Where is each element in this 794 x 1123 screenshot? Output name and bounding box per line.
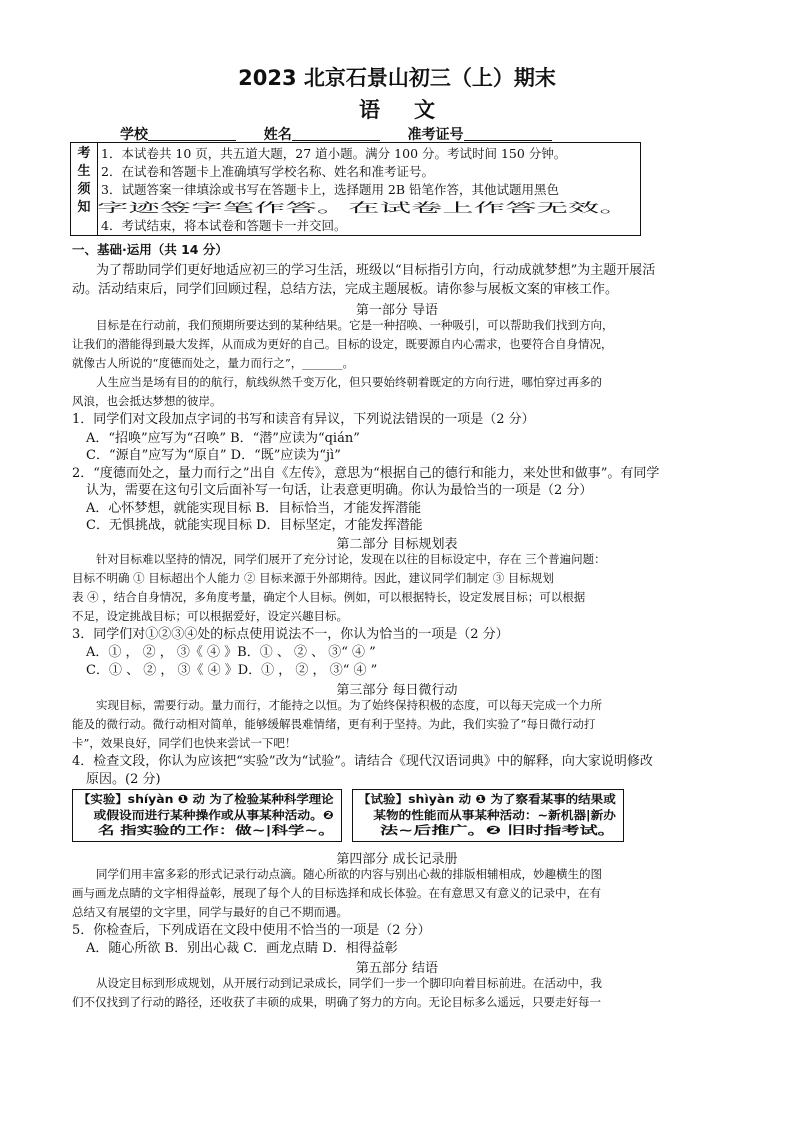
notice-item: 4．考试结束，将本试卷和答题卡一并交回。	[101, 218, 347, 233]
dictionary-entry-shiyan-experiment	[72, 789, 342, 842]
intro-line: 为了帮助同学们更好地适应初三的学习生活，班级以“目标指引方向，行动成就梦想”为主题开展活	[96, 263, 656, 278]
exam-title: 2023 北京石景山初三（上）期末	[238, 66, 556, 90]
question-4-stem: 原因。(2 分)	[86, 772, 161, 787]
dictionary-line: 某物的性能而从事某种活动：~新机器|新办	[373, 807, 616, 822]
school-label: 学校	[120, 127, 148, 143]
question-2-option-row[interactable]: A．心怀梦想，就能实现目标 B．目标恰当，才能发挥潜能	[86, 501, 422, 516]
question-4-stem: 4．检查文段，你认为应该把“实验”改为“试验”。请结合《现代汉语词典》中的解释，向大家说明修改	[72, 754, 653, 769]
passage-line: 总结又有展望的文字里，同学与最好的自己不期而遇。	[72, 905, 348, 919]
passage-line: 目标不明确 ① 目标超出个人能力 ② 目标来源于外部期待。因此，建议同学们制定 ③ 目标规划	[72, 571, 554, 585]
notice-side-char: 生	[77, 164, 91, 179]
question-1-option-row[interactable]: C．“源自”应写为“原自” D．“既”应读为“jì”	[86, 448, 341, 463]
notice-side-char: 知	[77, 200, 91, 215]
passage-line: 们不仅找到了行动的路径，还收获了丰硕的成果，明确了努力的方向。无论目标多么遥远，只要走好每一	[72, 995, 601, 1009]
part1-heading: 第一部分 导语	[355, 303, 439, 318]
passage-line: 不足，设定挑战目标；可以根据爱好，设定兴趣目标。	[72, 609, 348, 623]
section-heading: 一、基础·运用（共 14 分）	[72, 242, 228, 257]
part4-heading: 第四部分 成长记录册	[336, 852, 458, 867]
part3-heading: 第三部分 每日微行动	[336, 683, 458, 698]
passage-line: 卡”，效果良好，同学们也快来尝试一下吧！	[72, 736, 297, 750]
part5-heading: 第五部分 结语	[355, 961, 439, 976]
passage-line: 能及的微行动。微行动相对简单，能够缓解畏难情绪，更有利于坚持。为此，我们实验了“每日微行动打	[72, 717, 596, 731]
passage-line: 画与画龙点睛的文字相得益彰，展现了每个人的目标选择和成长体验。在有意思又有意义的记录中，在有	[72, 886, 601, 900]
school-blank[interactable]	[148, 126, 236, 141]
dictionary-line: 法~后推广。❷ 旧时指考试。	[380, 823, 616, 837]
question-2-stem: 2．“度德而处之，量力而行之”出自《左传》，意思为“根据自己的德行和能力，来处世和做事”。有同学	[72, 466, 660, 481]
notice-item: 3．试题答案一律填涂或书写在答题卡上，选择题用 2B 铅笔作答，其他试题用黑色	[101, 182, 560, 197]
exam-notice-box	[70, 142, 641, 236]
question-1-option-row[interactable]: A．“招唤”应写为“召唤” B．“潜”应读为“qián”	[86, 431, 360, 446]
question-5-stem: 5．你检查后，下列成语在文段中使用不恰当的一项是（2 分）	[72, 923, 431, 938]
name-blank[interactable]	[292, 126, 380, 141]
name-label: 姓名	[263, 127, 292, 143]
dictionary-entry-shiyan-trial	[352, 789, 624, 842]
notice-item: 字迹签字笔作答。在试卷上作答无效。	[97, 200, 631, 215]
question-3-option-row[interactable]: C．① 、 ② ， ③《 ④ 》D．① ， ② ， ③“ ④ ”	[86, 663, 378, 678]
exam-number-label: 准考证号	[407, 127, 464, 143]
passage-line: 人生应当是场有目的的航行，航线纵然千变万化，但只要始终朝着既定的方向行进，哪怕穿过再多的	[96, 375, 602, 389]
notice-items	[97, 145, 636, 235]
notice-item: 2．在试卷和答题卡上准确填写学校名称、姓名和准考证号。	[101, 164, 434, 179]
question-2-option-row[interactable]: C．无惧挑战，就能实现目标 D．目标坚定，才能发挥潜能	[86, 518, 423, 533]
part2-heading: 第二部分 目标规划表	[336, 537, 458, 552]
intro-line: 动。活动结束后，同学们回顾过程，总结方法，完成主题展板。请你参与展板文案的审核工作。	[72, 282, 619, 297]
passage-line: 实现目标，需要行动。量力而行，才能持之以恒。为了始终保持积极的态度，可以每天完成一个力所	[96, 698, 602, 712]
dictionary-line: 【实验】shíyàn ❶ 动 为了检验某种科学理论	[78, 792, 334, 806]
passage-line: 让我们的潜能得到最大发挥，从而成为更好的自己。目标的设定，既要源自内心需求，也要符合自身情况，	[72, 337, 613, 351]
student-id-line	[120, 124, 552, 144]
dictionary-line: 名 指实验的工作：做~|科学~。	[98, 823, 335, 837]
passage-line: 就像古人所说的“度德而处之，量力而行之”，_______。	[72, 356, 355, 370]
passage-line: 表 ④ ，结合自身情况，多角度考量，确定个人目标。例如，可以根据特长，设定发展目标；可以根据	[72, 590, 586, 604]
dictionary-line: 【试验】shìyàn 动 ❶ 为了察看某事的结果或	[358, 792, 616, 806]
notice-side-char: 须	[77, 182, 91, 197]
question-2-stem: 认为，需要在这句引文后面补写一句话，让表意更明确。你认为最恰当的一项是（2 分）	[86, 483, 593, 498]
question-1-stem: 1．同学们对文段加点字词的书写和读音有异议，下列说法错误的一项是（2 分）	[72, 412, 535, 427]
question-5-option-row[interactable]: A．随心所欲 B．别出心裁 C．画龙点睛 D．相得益彰	[86, 941, 398, 956]
notice-item: 1．本试卷共 10 页，共五道大题，27 道小题。满分 100 分。考试时间 150 分钟。	[101, 146, 567, 161]
exam-number-blank[interactable]	[464, 126, 552, 141]
passage-line: 针对目标难以坚持的情况，同学们展开了充分讨论，发现在以往的目标设定中，存在 三个普遍问题：	[96, 552, 606, 566]
question-3-stem: 3．同学们对①②③④处的标点使用说法不一，你认为恰当的一项是（2 分）	[72, 627, 509, 642]
notice-side-char: 考	[77, 146, 91, 161]
passage-line: 同学们用丰富多彩的形式记录行动点滴。随心所欲的内容与别出心裁的排版相辅相成，妙趣横生的图	[96, 867, 602, 881]
dictionary-line: 或假设而进行某种操作或从事某种活动。❷	[93, 807, 334, 822]
passage-line: 风浪，也会抵达梦想的彼岸。	[72, 394, 222, 408]
subject-title: 语文	[359, 97, 469, 122]
passage-line: 从设定目标到形成规划，从开展行动到记录成长，同学们一步一个脚印向着目标前进。在活动中，我	[96, 976, 602, 990]
passage-line: 目标是在行动前，我们预期所要达到的某种结果。它是一种招唤、一种吸引，可以帮助我们找到方向，	[96, 318, 614, 332]
question-3-option-row[interactable]: A．① ， ② ， ③《 ④ 》B．① 、 ② 、 ③“ ④ ”	[86, 645, 376, 660]
notice-side-label	[71, 143, 98, 235]
